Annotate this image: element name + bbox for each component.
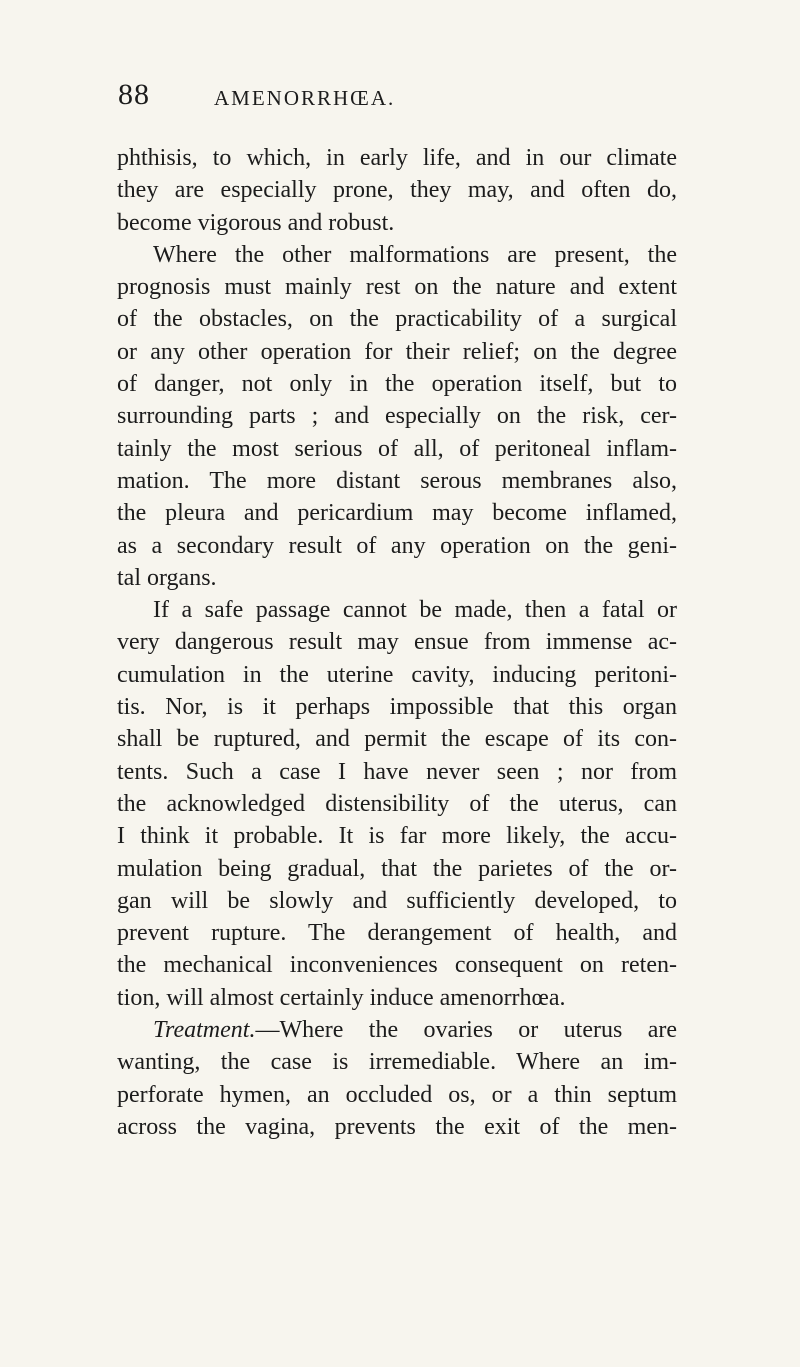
text-line: of the obstacles, on the practicability of a surgical xyxy=(117,306,677,333)
treatment-text: —Where the ovaries or uterus are xyxy=(255,1017,677,1044)
text-line: cumulation in the uterine cavity, inducing peritoni- xyxy=(117,661,677,688)
text-line: very dangerous result may ensue from immense ac- xyxy=(117,629,677,656)
text-line: mation. The more distant serous membranes also, xyxy=(117,467,677,494)
text-line: tal organs. xyxy=(117,564,217,591)
text-line: phthisis, to which, in early life, and in our climate xyxy=(117,145,677,171)
running-head: AMENORRHŒA. xyxy=(214,86,396,110)
text-line: prevent rupture. The derangement of health, and xyxy=(117,920,677,947)
text-line: as a secondary result of any operation on the geni- xyxy=(117,532,677,559)
text-line: wanting, the case is irremediable. Where an im- xyxy=(117,1049,677,1076)
text-line: prognosis must mainly rest on the nature and extent xyxy=(117,274,677,301)
text-line: the mechanical inconveniences consequent on reten- xyxy=(117,952,677,979)
text-line: shall be ruptured, and permit the escape of its con- xyxy=(117,726,677,753)
text-line: tainly the most serious of all, of peritoneal inflam- xyxy=(117,435,677,462)
text-line: become vigorous and robust. xyxy=(117,209,395,236)
text-line: gan will be slowly and sufficiently developed, to xyxy=(117,887,677,914)
text-line: perforate hymen, an occluded os, or a thin septum xyxy=(117,1081,677,1108)
body-text xyxy=(117,142,677,1143)
section-heading-treatment: Treatment. xyxy=(153,1017,256,1044)
text-line: I think it probable. It is far more likely, the accu- xyxy=(117,823,677,850)
text-line: Where the other malformations are present, the xyxy=(153,241,677,268)
text-line: the pleura and pericardium may become inflamed, xyxy=(117,500,677,527)
text-line: tents. Such a case I have never seen ; nor from xyxy=(117,758,677,785)
text-line: surrounding parts ; and especially on the risk, cer- xyxy=(117,403,677,430)
text-line: If a safe passage cannot be made, then a fatal or xyxy=(153,597,677,624)
page-number: 88 xyxy=(118,78,150,111)
text-line: the acknowledged distensibility of the uterus, can xyxy=(117,790,677,817)
text-line: they are especially prone, they may, and often do, xyxy=(117,177,677,204)
text-line: of danger, not only in the operation itself, but to xyxy=(117,371,677,398)
text-line: or any other operation for their relief; on the degree xyxy=(117,338,677,365)
page-header xyxy=(0,78,800,118)
text-line: tion, will almost certainly induce amenorrhœa. xyxy=(117,984,566,1011)
text-line xyxy=(117,1014,677,1046)
text-line: across the vagina, prevents the exit of the men- xyxy=(117,1113,677,1140)
text-line: tis. Nor, is it perhaps impossible that this organ xyxy=(117,694,677,721)
text-line: mulation being gradual, that the parietes of the or- xyxy=(117,855,677,882)
